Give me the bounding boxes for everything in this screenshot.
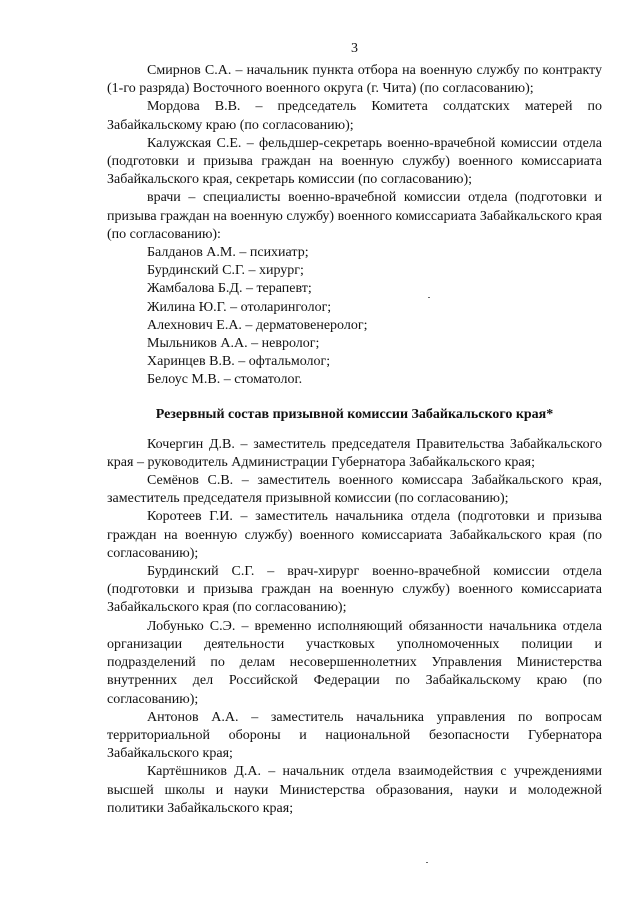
member-paragraph: Мордова В.В. – председатель Комитета солдатских матерей по Забайкальскому краю (по согласованию); — [107, 99, 602, 133]
list-item: Жилина Ю.Г. – отоларинголог; — [147, 299, 332, 315]
member-paragraph: Кочергин Д.В. – заместитель председателя Правительства Забайкальского края – руководитель Администрации Губернатора Забайкальского края; — [107, 436, 602, 470]
list-item: Белоус М.В. – стоматолог. — [147, 372, 303, 388]
reserve-members-section — [107, 436, 602, 818]
member-paragraph: врачи – специалисты военно-врачебной комиссии отдела (подготовки и призыва граждан на военную службу) военного комиссариата Забайкальского края (по согласованию): — [107, 190, 602, 242]
member-paragraph: Коротеев Г.И. – заместитель начальника отдела (подготовки и призыва граждан на военную службу) военного комиссариата Забайкальского края (по согласованию); — [107, 509, 602, 561]
member-paragraph: Семёнов С.В. – заместитель военного комиссара Забайкальского края, заместитель председателя призывной комиссии (по согласованию); — [107, 473, 602, 507]
members-section — [107, 62, 602, 244]
scan-speck — [426, 862, 428, 863]
scan-speck — [428, 297, 430, 298]
member-paragraph: Бурдинский С.Г. – врач-хирург военно-врачебной комиссии отдела (подготовки и призыва граждан на военную службу) военного комиссариата Забайкальского края (по согласованию); — [107, 564, 602, 616]
list-item: Мыльников А.А. – невролог; — [147, 336, 320, 352]
member-paragraph: Калужская С.Е. – фельдшер-секретарь военно-врачебной комиссии отдела (подготовки и призыва граждан на военную службу) военного комиссариата Забайкальского края, секретарь комиссии (по согласованию); — [107, 135, 602, 188]
member-paragraph: Лобунько С.Э. – временно исполняющий обязанности начальника отдела организации деятельности участковых уполномоченных полиции и подразделений по делам несовершеннолетних Управления Министерства внутренних дел Российской Федерации по Забайкальскому краю (по согласованию); — [107, 618, 602, 707]
page-number: 3 — [351, 41, 358, 56]
reserve-heading: Резервный состав призывной комиссии Забайкальского края* — [155, 406, 554, 422]
list-item: Харинцев В.В. – офтальмолог; — [147, 354, 331, 370]
member-paragraph: Смирнов С.А. – начальник пункта отбора на военную службу по контракту (1-го разряда) Восточного военного округа (г. Чита) (по согласованию); — [107, 63, 602, 97]
list-item: Жамбалова Б.Д. – терапевт; — [147, 281, 312, 297]
member-paragraph: Картёшников Д.А. – начальник отдела взаимодействия с учреждениями высшей школы и науки Министерства образования, науки и молодежной политики Забайкальского края; — [107, 764, 602, 816]
member-paragraph: Антонов А.А. – заместитель начальника управления по вопросам территориальной обороны и национальной безопасности Губернатора Забайкальского края; — [107, 709, 602, 762]
doctors-list — [107, 244, 602, 390]
list-item: Балданов А.М. – психиатр; — [147, 245, 309, 261]
list-item: Алехнович Е.А. – дерматовенеролог; — [147, 317, 368, 333]
list-item: Бурдинский С.Г. – хирург; — [147, 263, 304, 279]
